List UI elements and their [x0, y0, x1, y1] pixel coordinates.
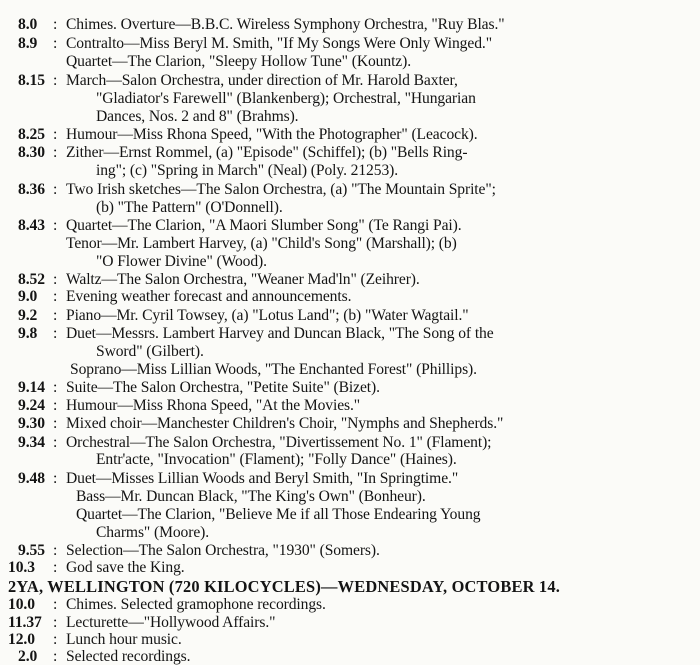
entry-time: 8.25 [18, 126, 45, 143]
entry-text: Lecturette—"Hollywood Affairs." [66, 614, 276, 631]
time-separator: : [53, 631, 58, 648]
time-separator: : [53, 35, 58, 52]
entry-text: Dances, Nos. 2 and 8" (Brahms). [96, 108, 299, 125]
time-separator: : [53, 16, 58, 33]
entry-text: Soprano—Miss Lillian Woods, "The Enchanted Forest" (Phillips). [70, 361, 477, 378]
time-separator: : [53, 434, 58, 451]
time-separator: : [53, 181, 58, 198]
entry-time: 8.36 [18, 181, 45, 198]
time-separator: : [53, 288, 58, 305]
time-separator: : [53, 144, 58, 161]
entry-text: Quartet—The Clarion, "Believe Me if all Those Endearing Young [76, 506, 481, 523]
entry-text: Entr'acte, "Invocation" (Flament); "Folly Dance" (Haines). [96, 451, 457, 468]
entry-text: Sword" (Gilbert). [96, 343, 204, 360]
entry-time: 2.0 [18, 648, 38, 665]
time-separator: : [53, 379, 58, 396]
time-separator: : [53, 72, 58, 89]
entry-time: 12.0 [8, 631, 35, 648]
entry-text: Duet—Misses Lillian Woods and Beryl Smith, "In Springtime." [66, 470, 459, 487]
entry-text: Mixed choir—Manchester Children's Choir, "Nymphs and Shepherds." [66, 415, 504, 432]
station-heading: 2YA, WELLINGTON (720 KILOCYCLES)—WEDNESDAY, OCTOBER 14. [8, 577, 561, 596]
time-separator: : [53, 325, 58, 342]
time-separator: : [53, 307, 58, 324]
entry-time: 9.2 [18, 307, 38, 324]
entry-text: Lunch hour music. [66, 631, 182, 648]
entry-time: 9.0 [18, 288, 38, 305]
entry-time: 8.0 [18, 16, 38, 33]
entry-time: 8.43 [18, 217, 45, 234]
entry-time: 8.15 [18, 72, 45, 89]
entry-time: 9.55 [18, 542, 45, 559]
time-separator: : [53, 542, 58, 559]
entry-text: Selection—The Salon Orchestra, "1930" (Somers). [66, 542, 380, 559]
entry-text: God save the King. [66, 559, 185, 576]
entry-time: 8.9 [18, 35, 38, 52]
entry-time: 8.30 [18, 144, 45, 161]
entry-time: 9.14 [18, 379, 45, 396]
entry-text: Bass—Mr. Duncan Black, "The King's Own" (Bonheur). [76, 488, 426, 505]
entry-text: Duet—Messrs. Lambert Harvey and Duncan Black, "The Song of the [66, 325, 494, 342]
entry-text: Tenor—Mr. Lambert Harvey, (a) "Child's Song" (Marshall); (b) [66, 235, 457, 252]
entry-text: Zither—Ernst Rommel, (a) "Episode" (Schiffel); (b) "Bells Ring- [66, 144, 468, 161]
entry-text: Charms" (Moore). [96, 524, 210, 541]
entry-text: Quartet—The Clarion, "Sleepy Hollow Tune" (Kountz). [66, 53, 412, 70]
time-separator: : [53, 126, 58, 143]
entry-time: 10.0 [8, 596, 35, 613]
time-separator: : [53, 614, 58, 631]
time-separator: : [53, 559, 58, 576]
entry-text: Selected recordings. [66, 648, 191, 665]
entry-text: "O Flower Divine" (Wood). [96, 253, 267, 270]
time-separator: : [53, 648, 58, 665]
entry-time: 9.34 [18, 434, 45, 451]
entry-time: 9.30 [18, 415, 45, 432]
entry-text: Chimes. Selected gramophone recordings. [66, 596, 326, 613]
time-separator: : [53, 470, 58, 487]
entry-text: Two Irish sketches—The Salon Orchestra, (a) "The Mountain Sprite"; [66, 181, 496, 198]
time-separator: : [53, 596, 58, 613]
time-separator: : [53, 217, 58, 234]
entry-text: Orchestral—The Salon Orchestra, "Divertissement No. 1" (Flament); [66, 434, 492, 451]
time-separator: : [53, 397, 58, 414]
entry-text: ing"; (c) "Spring in March" (Neal) (Poly. 21253). [96, 162, 399, 179]
entry-text: "Gladiator's Farewell" (Blankenberg); Orchestral, "Hungarian [96, 90, 476, 107]
entry-time: 9.48 [18, 470, 45, 487]
entry-text: Piano—Mr. Cyril Towsey, (a) "Lotus Land"; (b) "Water Wagtail." [66, 307, 469, 324]
time-separator: : [53, 271, 58, 288]
entry-time: 10.3 [8, 559, 35, 576]
entry-text: Quartet—The Clarion, "A Maori Slumber Song" (Te Rangi Pai). [66, 217, 462, 234]
entry-text: Chimes. Overture—B.B.C. Wireless Symphony Orchestra, "Ruy Blas." [66, 16, 505, 33]
entry-time: 11.37 [8, 614, 42, 631]
entry-text: Waltz—The Salon Orchestra, "Weaner Mad'ln" (Zeihrer). [66, 271, 420, 288]
time-separator: : [53, 415, 58, 432]
entry-text: (b) "The Pattern" (O'Donnell). [96, 199, 283, 216]
entry-text: Humour—Miss Rhona Speed, "With the Photographer" (Leacock). [66, 126, 478, 143]
entry-text: Evening weather forecast and announcements. [66, 288, 352, 305]
entry-text: March—Salon Orchestra, under direction of Mr. Harold Baxter, [66, 72, 458, 89]
entry-text: Contralto—Miss Beryl M. Smith, "If My Songs Were Only Winged." [66, 35, 492, 52]
entry-text: Suite—The Salon Orchestra, "Petite Suite" (Bizet). [66, 379, 380, 396]
entry-time: 9.8 [18, 325, 38, 342]
entry-time: 8.52 [18, 271, 45, 288]
entry-text: Humour—Miss Rhona Speed, "At the Movies." [66, 397, 361, 414]
entry-time: 9.24 [18, 397, 45, 414]
